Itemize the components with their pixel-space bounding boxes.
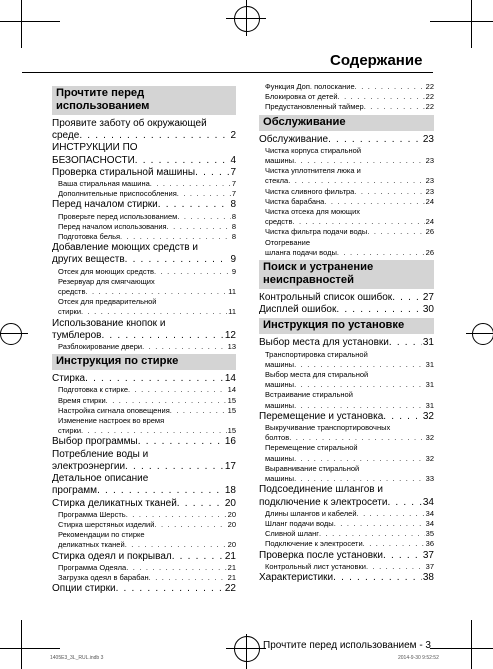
toc-subentry[interactable]	[259, 350, 434, 370]
dot-leader	[334, 519, 425, 529]
dot-leader	[336, 304, 422, 316]
toc-entry-text: машины	[265, 359, 295, 369]
crop-mark	[0, 21, 60, 22]
dot-leader	[363, 539, 425, 549]
dot-leader	[154, 520, 226, 530]
toc-entry-text: программ	[52, 485, 98, 497]
page-number: 32	[422, 410, 434, 422]
dot-leader	[81, 307, 227, 317]
page-number: 32	[425, 433, 434, 443]
registration-cross	[246, 0, 247, 36]
page-number: 17	[224, 460, 236, 472]
toc-entry[interactable]	[52, 142, 236, 166]
toc-entry-text: Перемещение и установка	[259, 410, 384, 422]
crop-mark	[430, 21, 493, 22]
toc-entry-text: Отсек для моющих средств	[58, 266, 154, 276]
toc-entry-text: Детальное описание	[52, 473, 149, 485]
toc-entry-text: Подключение к электросети	[265, 539, 363, 549]
toc-entry-text: Программа Одеяла	[58, 562, 127, 572]
toc-entry-text: Стирка одеял и покрывал	[52, 550, 172, 562]
toc-entry-text: Подсоединение шлангов и	[259, 484, 383, 496]
dot-leader	[328, 134, 422, 146]
dot-leader	[366, 562, 425, 572]
dot-leader	[128, 385, 227, 395]
toc-entry[interactable]	[52, 551, 236, 563]
toc-entry-text: Добавление моющих средств и	[52, 242, 198, 254]
toc-subentry[interactable]	[259, 197, 434, 207]
toc-subentry[interactable]	[259, 187, 434, 197]
page-number: 23	[425, 186, 434, 196]
toc-entry-text: Проверка стиральной машины	[52, 166, 196, 178]
toc-entry[interactable]	[259, 484, 434, 508]
toc-subentry[interactable]	[259, 443, 434, 463]
page-number: 8	[231, 211, 236, 221]
toc-subentry[interactable]	[52, 510, 236, 520]
toc-subentry[interactable]	[52, 530, 236, 550]
toc-entry-text: Предустановленный таймер	[265, 102, 364, 112]
toc-entry-text: ИНСТРУКЦИИ ПО	[52, 142, 138, 154]
toc-entry[interactable]	[52, 318, 236, 342]
dot-leader	[150, 179, 231, 189]
toc-subentry[interactable]	[259, 227, 434, 237]
toc-entry-text: других веществ	[52, 254, 125, 266]
dot-leader	[120, 232, 231, 242]
dot-leader	[294, 454, 425, 464]
toc-entry-text: Выбор места для стиральной	[265, 370, 369, 380]
registration-circle	[0, 323, 22, 345]
toc-entry-text: машины	[265, 400, 295, 410]
toc-entry-text: Разблокирование двери	[58, 342, 143, 352]
toc-subentry[interactable]	[259, 423, 434, 443]
page-number: 18	[224, 485, 236, 497]
dot-leader	[294, 380, 425, 390]
toc-entry-text: машины	[265, 156, 295, 166]
toc-entry-text: Перед началом стирки	[52, 199, 158, 211]
dot-leader	[154, 267, 231, 277]
dot-leader	[383, 550, 422, 562]
section-heading	[52, 354, 236, 370]
toc-entry-text: Стирка деликатных тканей	[52, 497, 177, 509]
toc-subentry[interactable]	[52, 222, 236, 232]
section-heading	[259, 318, 434, 334]
toc-subentry[interactable]	[259, 390, 434, 410]
toc-entry-text: шланга подачи воды	[265, 247, 337, 257]
registration-cross	[246, 634, 247, 669]
toc-entry[interactable]	[259, 134, 434, 146]
section-heading	[52, 86, 236, 115]
toc-entry-text: тумблеров	[52, 329, 102, 341]
toc-entry-text: средств	[265, 217, 293, 227]
toc-entry-text: Функция Доп. полоскание	[265, 82, 355, 91]
page-number: 22	[224, 583, 236, 595]
toc-entry-text: Загрузка одеял в барабан	[58, 572, 149, 582]
page-number: 15	[227, 395, 236, 405]
page-number: 11	[228, 307, 236, 317]
toc-entry-text: Характеристики	[259, 571, 334, 583]
crop-mark	[471, 620, 472, 669]
toc-entry[interactable]	[52, 498, 236, 510]
dot-leader	[170, 406, 227, 416]
page-number: 11	[228, 287, 236, 297]
toc-entry[interactable]	[259, 292, 434, 304]
toc-entry-text: Время стирки	[58, 395, 106, 405]
toc-entry-text: Блокировка от детей	[265, 92, 338, 102]
toc-subentry[interactable]	[259, 146, 434, 166]
toc-entry-text: Обслуживание	[259, 133, 329, 145]
dot-leader	[333, 572, 422, 584]
page-footer: Прочтите перед использованием - 3	[263, 640, 431, 651]
title-divider	[22, 72, 433, 73]
dot-leader	[142, 342, 227, 352]
toc-subentry[interactable]	[52, 212, 236, 222]
page-number: 20	[227, 509, 236, 519]
toc-entry-text: Чистка барабана	[265, 196, 325, 206]
toc-entry-text: электроэнергии	[52, 460, 126, 472]
toc-entry-text: Перед началом использования	[58, 221, 167, 231]
toc-entry[interactable]	[52, 449, 236, 473]
dot-leader	[125, 540, 227, 550]
dot-leader	[126, 563, 226, 573]
toc-entry-text: стирки	[58, 426, 82, 436]
page-number: 34	[425, 508, 434, 518]
registration-circle	[234, 636, 260, 662]
toc-subentry[interactable]	[52, 189, 236, 199]
toc-subentry[interactable]	[259, 92, 434, 102]
page-number: 13	[227, 342, 236, 352]
page-number: 34	[422, 496, 434, 508]
dot-leader	[125, 461, 224, 473]
dot-leader	[126, 510, 227, 520]
toc-subentry[interactable]	[259, 464, 434, 484]
toc-entry-text: Выкручивание транспортировочных	[265, 423, 391, 433]
section-heading-line: Обслуживание	[263, 115, 346, 128]
dot-leader	[172, 551, 224, 563]
dot-leader	[85, 373, 224, 385]
toc-entry-text: Выбор места для установки	[259, 337, 389, 349]
print-meta-date: 2014-9-30 9:52:52	[398, 655, 439, 661]
page-number: 31	[425, 400, 434, 410]
dot-leader	[288, 176, 424, 186]
dot-leader	[79, 130, 229, 142]
page-number: 8	[231, 221, 236, 231]
page-number: 8	[231, 232, 236, 242]
page-number: 8	[230, 199, 236, 211]
toc-subentry[interactable]	[259, 539, 434, 549]
section-heading-line: Прочтите перед	[56, 87, 145, 99]
dot-leader	[116, 583, 224, 595]
toc-subentry[interactable]	[52, 342, 236, 352]
toc-entry-text: Сливной шланг	[265, 529, 319, 539]
toc-entry[interactable]	[52, 199, 236, 211]
dot-leader	[367, 227, 424, 237]
toc-entry[interactable]	[52, 373, 236, 385]
toc-entry[interactable]	[259, 550, 434, 562]
toc-entry-text: Программа Шерсть	[58, 509, 126, 519]
toc-entry-text: Рекомендации по стирке	[58, 530, 145, 540]
toc-entry[interactable]	[52, 242, 236, 266]
dot-leader	[101, 330, 223, 342]
toc-entry-text: подключение к электросети	[259, 496, 388, 508]
page-number: 21	[227, 572, 236, 582]
toc-entry[interactable]	[52, 118, 236, 142]
print-meta-file: 1405E3_3L_RUL.indb 3	[50, 655, 104, 661]
dot-leader	[149, 573, 227, 583]
toc-subentry[interactable]	[259, 529, 434, 539]
dot-leader	[167, 222, 231, 232]
toc-entry-text: Контрольный лист установки	[265, 561, 366, 571]
toc-entry-text: Чистка корпуса стиральной	[265, 145, 362, 155]
page-number: 37	[422, 549, 434, 561]
dot-leader	[392, 292, 422, 304]
section-heading-line: Инструкция по установке	[263, 319, 405, 332]
dot-leader	[338, 92, 425, 102]
toc-entry-text: Ваша стиральная машина	[58, 179, 150, 189]
toc-entry-text: деликатных тканей	[58, 540, 125, 550]
dot-leader	[383, 411, 422, 423]
toc-entry-text: Стирка	[52, 373, 86, 385]
page-number: 23	[425, 176, 434, 186]
page-number: 24	[425, 196, 434, 206]
toc-entry-text: Встраивание стиральной	[265, 390, 353, 400]
page-number: 32	[425, 453, 434, 463]
crop-mark	[430, 648, 493, 649]
toc-subentry[interactable]	[52, 520, 236, 530]
toc-left-column	[52, 84, 236, 595]
toc-entry-text: стирки	[58, 307, 82, 317]
toc-entry-text: Транспортировка стиральной	[265, 349, 368, 359]
toc-entry[interactable]	[52, 583, 236, 595]
toc-subentry[interactable]	[52, 396, 236, 406]
toc-entry-text: болтов	[265, 433, 290, 443]
dot-leader	[177, 189, 231, 199]
crop-mark	[471, 0, 472, 48]
dot-leader	[106, 396, 227, 406]
toc-entry[interactable]	[259, 572, 434, 584]
page-number: 37	[425, 561, 434, 571]
toc-entry-text: машины	[265, 453, 295, 463]
dot-leader	[85, 287, 227, 297]
page-number: 15	[227, 405, 236, 415]
page-number: 4	[230, 154, 236, 166]
toc-entry-text: Резервуар для смягчающих	[58, 276, 155, 286]
dot-leader	[337, 248, 425, 258]
toc-entry-text: стекла	[265, 176, 289, 186]
toc-entry[interactable]	[259, 411, 434, 423]
dot-leader	[294, 401, 425, 411]
page-number: 7	[231, 189, 236, 199]
page-number: 14	[224, 373, 236, 385]
toc-subentry[interactable]	[259, 519, 434, 529]
dot-leader	[357, 509, 425, 519]
page-number: 31	[425, 380, 434, 390]
registration-circle	[234, 6, 260, 32]
page-number: 20	[227, 540, 236, 550]
section-heading-line: Инструкция по стирке	[56, 355, 179, 368]
page-number: 34	[425, 518, 434, 528]
registration-cross	[466, 333, 493, 334]
dot-leader	[138, 436, 224, 448]
page-number: 15	[227, 426, 236, 436]
toc-entry-text: Отсек для предварительной	[58, 297, 157, 307]
toc-subentry[interactable]	[52, 406, 236, 416]
toc-subentry[interactable]	[52, 179, 236, 189]
page-number: 20	[227, 519, 236, 529]
toc-right-column	[259, 82, 434, 584]
toc-subentry[interactable]	[52, 385, 236, 395]
section-heading-line: использованием	[56, 100, 150, 112]
toc-subentry[interactable]	[259, 102, 434, 112]
toc-subentry[interactable]	[259, 82, 434, 92]
toc-entry-text: средств	[58, 287, 86, 297]
page-number: 2	[230, 130, 236, 142]
dot-leader	[177, 212, 231, 222]
page-number: 27	[422, 292, 434, 304]
toc-entry[interactable]	[52, 473, 236, 497]
toc-entry-text: Контрольный список ошибок	[259, 292, 393, 304]
toc-subentry[interactable]	[259, 370, 434, 390]
toc-entry-text: Перемещение стиральной	[265, 443, 358, 453]
toc-entry-text: машины	[265, 380, 295, 390]
page-number: 23	[422, 133, 434, 145]
registration-circle	[472, 323, 493, 345]
toc-subentry[interactable]	[52, 563, 236, 573]
toc-entry-text: Чистка сливного фильтра	[265, 186, 355, 196]
page-number: 31	[425, 359, 434, 369]
crop-mark	[21, 0, 22, 48]
toc-entry-text: Выравнивание стиральной	[265, 463, 360, 473]
page-number: 23	[425, 156, 434, 166]
dot-leader	[294, 474, 425, 484]
page-number: 7	[230, 166, 236, 178]
dot-leader	[125, 254, 230, 266]
page-number: 36	[425, 539, 434, 549]
page-number: 22	[425, 102, 434, 112]
toc-subentry[interactable]	[52, 277, 236, 297]
dot-leader	[319, 529, 425, 539]
page-number: 26	[425, 247, 434, 257]
section-heading	[259, 260, 434, 289]
toc-subentry[interactable]	[259, 207, 434, 227]
toc-subentry[interactable]	[259, 562, 434, 572]
toc-subentry[interactable]	[259, 509, 434, 519]
page-number: 16	[224, 436, 236, 448]
toc-entry-text: Чистка отсека для моющих	[265, 207, 361, 217]
toc-entry-text: Шланг подачи воды	[265, 518, 334, 528]
toc-entry-text: Чистка фильтра подачи воды	[265, 227, 368, 237]
section-heading-line: неисправностей	[263, 274, 355, 287]
toc-subentry[interactable]	[52, 267, 236, 277]
dot-leader	[355, 82, 425, 92]
toc-subentry[interactable]	[259, 166, 434, 186]
toc-subentry[interactable]	[259, 238, 434, 258]
dot-leader	[195, 167, 229, 179]
toc-entry-text: среде	[52, 130, 80, 142]
page-number: 35	[425, 529, 434, 539]
toc-entry-text: Настройка сигнала оповещения	[58, 405, 170, 415]
page-number: 7	[231, 179, 236, 189]
page-number: 9	[230, 254, 236, 266]
section-heading-line: Поиск и устранение	[263, 261, 374, 274]
dot-leader	[294, 360, 425, 370]
page-number: 30	[422, 304, 434, 316]
dot-leader	[292, 217, 424, 227]
page-number: 14	[227, 385, 236, 395]
toc-subentry[interactable]	[52, 416, 236, 436]
page-number: 9	[231, 266, 236, 276]
page-title: Содержание	[330, 52, 423, 69]
dot-leader	[135, 155, 230, 167]
dot-leader	[177, 498, 224, 510]
toc-subentry[interactable]	[52, 297, 236, 317]
dot-leader	[324, 197, 424, 207]
toc-entry[interactable]	[52, 167, 236, 179]
toc-entry-text: Проявите заботу об окружающей	[52, 118, 207, 129]
dot-leader	[97, 485, 224, 497]
dot-leader	[364, 102, 425, 112]
toc-entry-text: Чистка уплотнителя люка и	[265, 166, 361, 176]
toc-entry[interactable]	[52, 436, 236, 448]
toc-entry-text: Изменение настроек во время	[58, 416, 165, 426]
toc-entry-text: Проверьте перед использованием	[58, 211, 178, 221]
toc-entry-text: Отогревание	[265, 237, 311, 247]
page-number: 24	[425, 217, 434, 227]
dot-leader	[294, 156, 425, 166]
toc-subentry[interactable]	[52, 573, 236, 583]
toc-entry[interactable]	[259, 304, 434, 316]
toc-entry-text: Проверка после установки	[259, 549, 383, 561]
dot-leader	[289, 433, 424, 443]
crop-mark	[0, 648, 60, 649]
page-number: 21	[224, 550, 236, 562]
toc-entry-text: Дополнительные приспособления	[58, 189, 177, 199]
toc-entry-text: Стирка шерстяных изделий	[58, 519, 155, 529]
page-number: 20	[224, 497, 236, 509]
toc-entry-text: Дисплей ошибок	[259, 304, 337, 316]
page-number: 31	[422, 337, 434, 349]
toc-entry-text: Подготовка белья	[58, 232, 121, 242]
section-heading	[259, 115, 434, 131]
dot-leader	[354, 187, 424, 197]
page-number: 22	[425, 82, 434, 91]
toc-entry-text: Выбор программы	[52, 436, 138, 448]
toc-entry-text: БЕЗОПАСНОСТИ	[52, 154, 135, 166]
page-number: 21	[227, 562, 236, 572]
dot-leader	[389, 337, 422, 349]
crop-mark	[21, 620, 22, 669]
page-number: 33	[425, 474, 434, 484]
page-number: 12	[224, 329, 236, 341]
page-number: 38	[422, 571, 434, 583]
toc-entry-text: Подготовка к стирке	[58, 385, 129, 395]
page-number: 22	[425, 92, 434, 102]
dot-leader	[387, 497, 421, 509]
dot-leader	[158, 199, 230, 211]
toc-subentry[interactable]	[52, 232, 236, 242]
toc-entry-text: Опции стирки	[52, 583, 116, 595]
toc-entry-text: машины	[265, 474, 295, 484]
dot-leader	[81, 426, 227, 436]
toc-entry-text: Потребление воды и	[52, 448, 149, 460]
registration-cross	[0, 333, 28, 334]
toc-entry[interactable]	[259, 337, 434, 349]
toc-entry-text: Длины шлангов и кабелей	[265, 508, 357, 518]
toc-entry-text: Использование кнопок и	[52, 317, 166, 329]
page-number: 26	[425, 227, 434, 237]
